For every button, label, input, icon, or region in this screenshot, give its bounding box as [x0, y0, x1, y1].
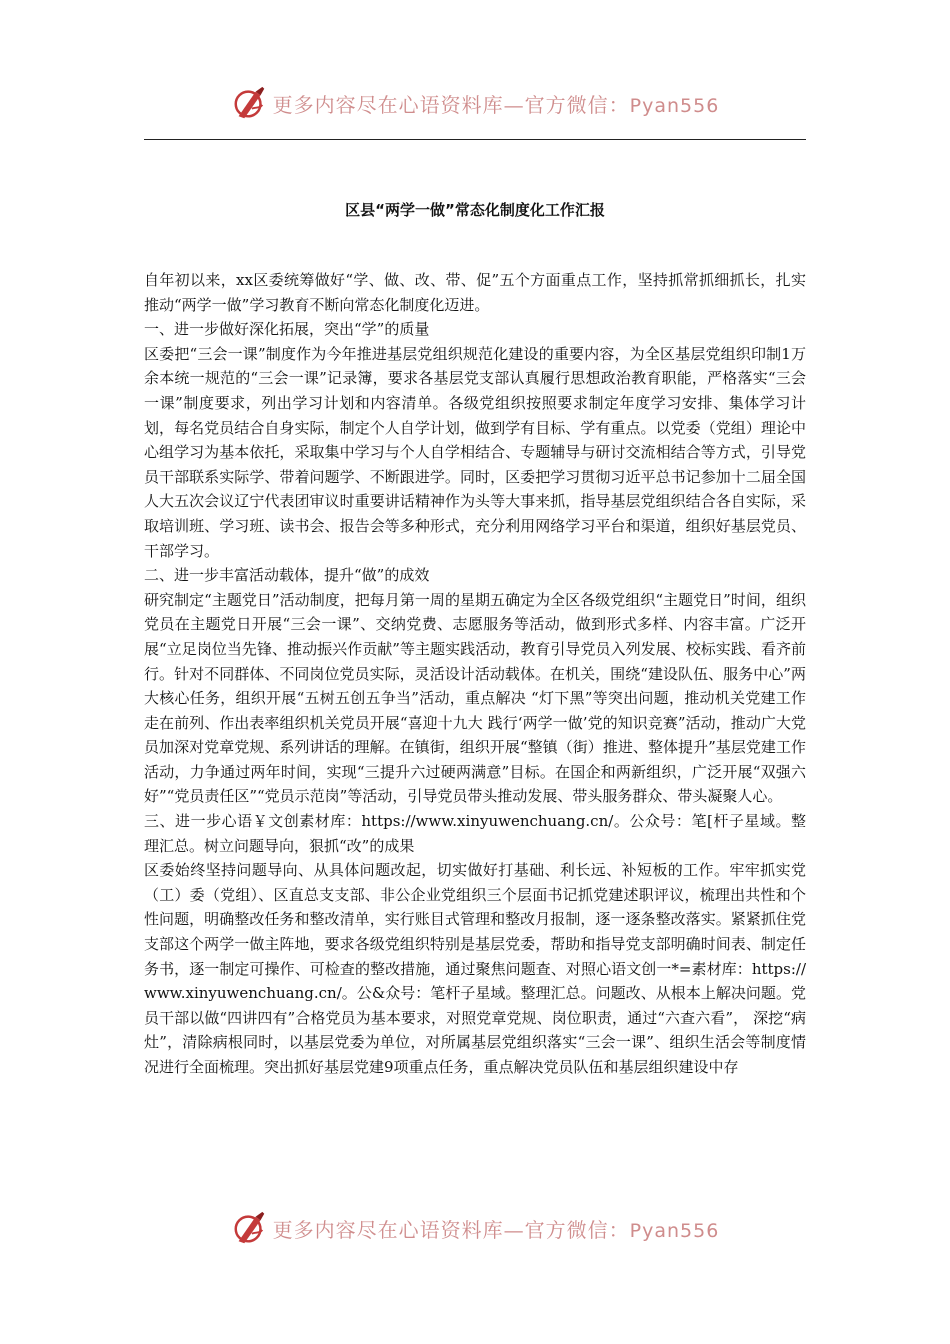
paragraph-section-1: 区委把“三会一课”制度作为今年推进基层党组织规范化建设的重要内容，为全区基层党组织印制1万余本统一规范的“三会一课”记录簿，要求各基层党支部认真履行思想政治教育职能，严格落实“三会一课”制度要求，列出学习计划和内容清单。各级党组织按照要求制定年度学习安排、集体学习计划，每名党员结合自身实际，制定个人自学计划，做到学有目标、学有重点。以党委（党组）理论中心组学习为基本依托，采取集中学习与个人自学相结合、专题辅导与研讨交流相结合等方式，引导党员干部联系实际学、带着问题学、不断跟进学。同时，区委把学习贯彻习近平总书记参加十二届全国人大五次会议辽宁代表团审议时重要讲话精神作为头等大事来抓，指导基层党组织结合各自实际，采取培训班、学习班、读书会、报告会等多种形式，充分利用网络学习平台和渠道，组织好基层党员、干部学习。 [144, 344, 806, 560]
paragraph-intro: 自年初以来，xx区委统筹做好“学、做、改、带、促”五个方面重点工作，坚持抓常抓细抓长，扎实推动“两学一做”学习教育不断向常态化制度化迈进。 [144, 271, 806, 314]
pen-nib-logo-icon [231, 1209, 269, 1247]
banner-text: 更多内容尽在心语资料库—官方微信：Pyan556 [272, 1217, 720, 1242]
banner-wechat-id: Pyan556 [629, 94, 720, 117]
footer-banner [0, 1208, 950, 1248]
header-divider [144, 139, 806, 140]
document-body [144, 268, 806, 1080]
header-banner [0, 83, 950, 123]
banner-text: 更多内容尽在心语资料库—官方微信：Pyan556 [272, 92, 720, 117]
section-heading-1: 一、进一步做好深化拓展，突出“学”的质量 [144, 320, 430, 339]
section-heading-3: 三、进一步心语￥文创素材库：https://www.xinyuwenchuang.cn/。公众号：笔[杆子星域。整理汇总。树立问题导向，狠抓“改”的成果 [144, 812, 806, 855]
banner-wechat-id: Pyan556 [629, 1219, 720, 1242]
section-heading-2: 二、进一步丰富活动载体，提升“做”的成效 [144, 566, 430, 585]
paragraph-section-2: 研究制定“主题党日”活动制度，把每月第一周的星期五确定为全区各级党组织“主题党日”时间，组织党员在主题党日开展“三会一课”、交纳党费、志愿服务等活动，做到形式多样、内容丰富。广泛开展“立足岗位当先锋、推动振兴作贡献”等主题实践活动，教育引导党员入列发展、校标实践、看齐前行。针对不同群体、不同岗位党员实际，灵活设计活动载体。在机关，围绕“建设队伍、服务中心”两大核心任务，组织开展“五树五创五争当”活动，重点解决 “灯下黑”等突出问题，推动机关党建工作走在前列、作出表率组织机关党员开展“喜迎十九大 践行‘两学一做’党的知识竞赛”活动，推动广大党员加深对党章党规、系列讲话的理解。在镇街，组织开展“整镇（街）推进、整体提升”基层党建工作活动，力争通过两年时间，实现“三提升六过硬两满意”目标。在国企和两新组织，广泛开展“双强六好”“党员责任区”“党员示范岗”等活动，引导党员带头推动发展、带头服务群众、带头凝聚人心。 [144, 590, 806, 806]
paragraph-section-3: 区委始终坚持问题导向、从具体问题改起，切实做好打基础、利长远、补短板的工作。牢牢抓实党（工）委（党组）、区直总支支部、非公企业党组织三个层面书记抓党建述职评议，梳理出共性和个性问题，明确整改任务和整改清单，实行账目式管理和整改月报制，逐一逐条整改落实。紧紧抓住党支部这个两学一做主阵地，要求各级党组织特别是基层党委，帮助和指导党支部明确时间表、制定任务书，逐一制定可操作、可检查的整改措施，通过聚焦问题查、对照心语文创一*=素材库：https://www.xinyuwenchuang.cn/。公&众号：笔杆子星域。整理汇总。问题改、从根本上解决问题。党员干部以做“四讲四有”合格党员为基本要求，对照党章党规、岗位职责，通过“六查六看”， 深挖“病灶”，清除病根同时，以基层党委为单位，对所属基层党组织落实“三会一课”、组织生活会等制度情况进行全面梳理。突出抓好基层党建9项重点任务，重点解决党员队伍和基层组织建设中存 [144, 861, 806, 1076]
document-title: 区县“两学一做”常态化制度化工作汇报 [345, 201, 605, 219]
pen-nib-logo-icon [231, 84, 269, 122]
